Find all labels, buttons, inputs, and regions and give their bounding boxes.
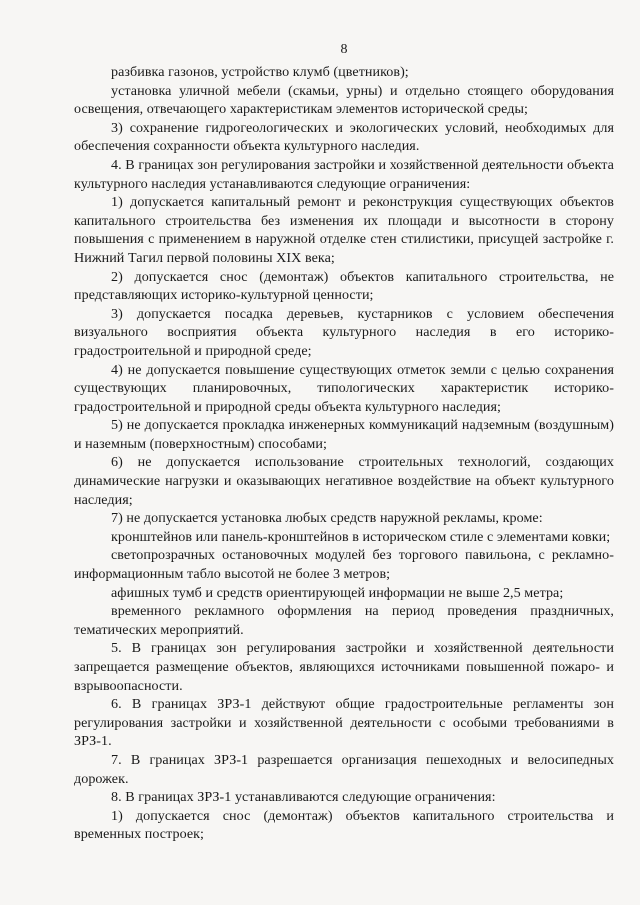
paragraph: 6) не допускается использование строительных технологий, создающих динамические нагрузки и оказывающих негативное воздействие на объект культурного наследия; [74,454,614,508]
paragraph: 6. В границах ЗРЗ-1 действуют общие градостроительные регламенты зон регулирования застройки и хозяйственной деятельности с особыми требованиями в ЗРЗ-1. [74,696,614,750]
paragraph: 3) допускается посадка деревьев, кустарников с условием обеспечения визуального восприятия объекта культурного наследия в его историко-градостроительной и природной среде; [74,305,614,359]
paragraph: 4) не допускается повышение существующих отметок земли с целью сохранения существующих планировочных, типологических характеристик историко-градостроительной и природной среды объекта культурного наследия; [74,361,614,415]
paragraph: 4. В границах зон регулирования застройки и хозяйственной деятельности объекта культурного наследия устанавливаются следующие ограничения: [74,156,614,192]
paragraph: 8. В границах ЗРЗ-1 устанавливаются следующие ограничения: [111,789,496,806]
paragraph: разбивка газонов, устройство клумб (цветников); [111,64,409,80]
page-number: 8 [340,42,348,57]
paragraph: 1) допускается снос (демонтаж) объектов капитального строительства и временных построек; [74,807,614,843]
paragraph: установка уличной мебели (скамьи, урны) и отдельно стоящего оборудования освещения, отвечающего характеристикам элементов исторической среды; [74,82,614,118]
paragraph: 2) допускается снос (демонтаж) объектов капитального строительства, не представляющих историко-культурной ценности; [74,268,614,304]
paragraph: светопрозрачных остановочных модулей без торгового павильона, с рекламно-информационным табло высотой не более 3 метров; [74,547,614,583]
paragraph: 7. В границах ЗРЗ-1 разрешается организация пешеходных и велосипедных дорожек. [74,751,614,787]
paragraph: 5) не допускается прокладка инженерных коммуникаций надземным (воздушным) и наземным (поверхностным) способами; [74,417,614,452]
paragraph: афишных тумб и средств ориентирующей информации не выше 2,5 метра; [111,584,564,601]
paragraph: 5. В границах зон регулирования застройки и хозяйственной деятельности запрещается размещение объектов, являющихся источниками повышенной пожаро- и взрывоопасности. [74,640,614,694]
paragraph: 7) не допускается установка любых средств наружной рекламы, кроме: [111,510,543,527]
paragraph: временного рекламного оформления на период проведения праздничных, тематических мероприятий. [74,603,614,638]
paragraph: кронштейнов или панель-кронштейнов в историческом стиле с элементами ковки; [111,528,611,545]
paragraph: 3) сохранение гидрогеологических и экологических условий, необходимых для обеспечения сохранности объекта культурного наследия. [74,119,614,155]
paragraph: 1) допускается капитальный ремонт и реконструкция существующих объектов капитального строительства без изменения их площади и высотности в сторону повышения с применением в наружной отделке стен стилистики, присущей застройке г. Нижний Тагил первой половины XIX века; [74,194,614,266]
